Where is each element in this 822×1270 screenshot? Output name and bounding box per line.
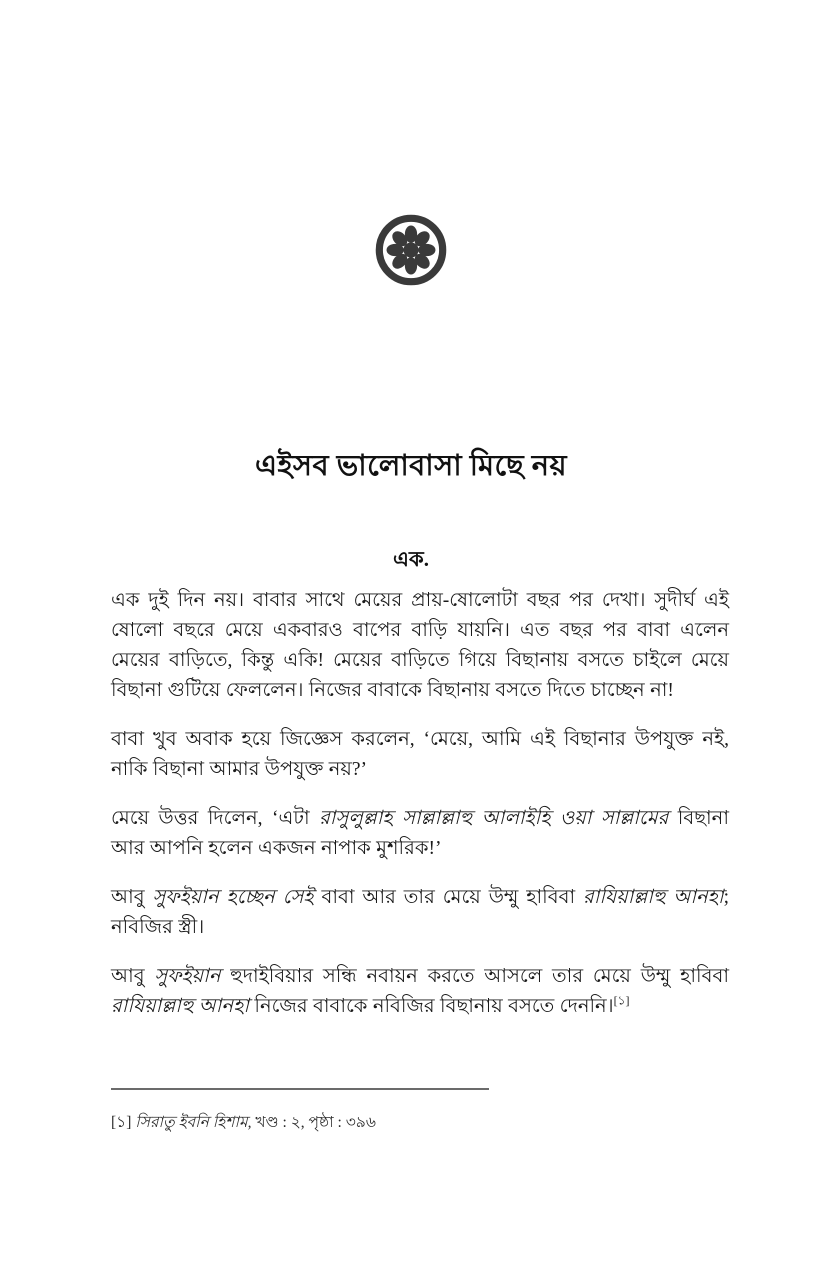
section-number: এক. [393,547,429,572]
footnote-divider [111,1088,489,1090]
text-run: আবু [111,887,153,908]
footnote-source-title: সিরাতু ইবনি হিশাম, [135,1114,252,1131]
text-run: এক দুই দিন নয়। বাবার সাথে মেয়ের প্রায়-ষোলোটা বছর পর দেখা। সুদীর্ঘ এই ষোলো বছরে মেয়ে একবারও বাপের বাড়ি যায়নি। এত বছর পর বাবা এলেন মেয়ের বাড়িতে, কিন্তু একি! মেয়ের বাড়িতে গিয়ে বিছানায় বসতে চাইলে মেয়ে বিছানা গুটিয়ে ফেললেন। নিজের বাবাকে বিছানায় বসতে দিতে চাচ্ছেন না! [111,590,729,701]
paragraph [111,883,729,943]
paragraph [111,962,729,1022]
text-run: হুদাইবিয়ার সন্ধি নবায়ন করতে আসলে তার মেয়ে উম্মু হাবিবা [220,966,729,987]
chapter-title: এইসব ভালোবাসা মিছে নয় [254,450,568,483]
italic-run: রাযিয়াল্লাহু আনহা [583,887,724,908]
ornament-container [0,214,822,286]
footnote-marker: [১] [111,1114,132,1131]
body-text [111,586,729,1022]
footnote [111,1110,729,1136]
text-run: বাবা আর তার মেয়ে উম্মু হাবিবা [313,887,584,908]
text-run: নিজের বাবাকে নবিজির বিছানায় বসতে দেননি। [248,996,614,1017]
footnote-reference[interactable]: [১] [613,993,630,1008]
italic-run: রাযিয়াল্লাহু আনহা [111,996,249,1017]
text-run: ; নবিজির স্ত্রী। [111,887,729,938]
flower-wheel-ornament [375,214,447,286]
italic-run: রাসুলুল্লাহ সাল্লাল্লাহু আলাইহি ওয়া সাল্লামের [319,808,669,829]
italic-run: সুফইয়ান হচ্ছেন সেই [152,887,314,908]
text-run: মেয়ে উত্তর দিলেন, ‘এটা [111,808,320,829]
paragraph [111,586,729,706]
paragraph [111,804,729,864]
footnote-source-detail: খণ্ড : ২, পৃষ্ঠা : ৩৯৬ [255,1114,376,1131]
paragraph [111,725,729,785]
text-run: বিছানা আর আপনি হলেন একজন নাপাক মুশরিক!’ [111,808,729,859]
text-run: আবু [111,966,155,987]
text-run: বাবা খুব অবাক হয়ে জিজ্ঞেস করলেন, ‘মেয়ে, আমি এই বিছানার উপযুক্ত নই, নাকি বিছানা আমার উপযুক্ত নয়?’ [111,729,729,780]
italic-run: সুফইয়ান [154,966,221,987]
